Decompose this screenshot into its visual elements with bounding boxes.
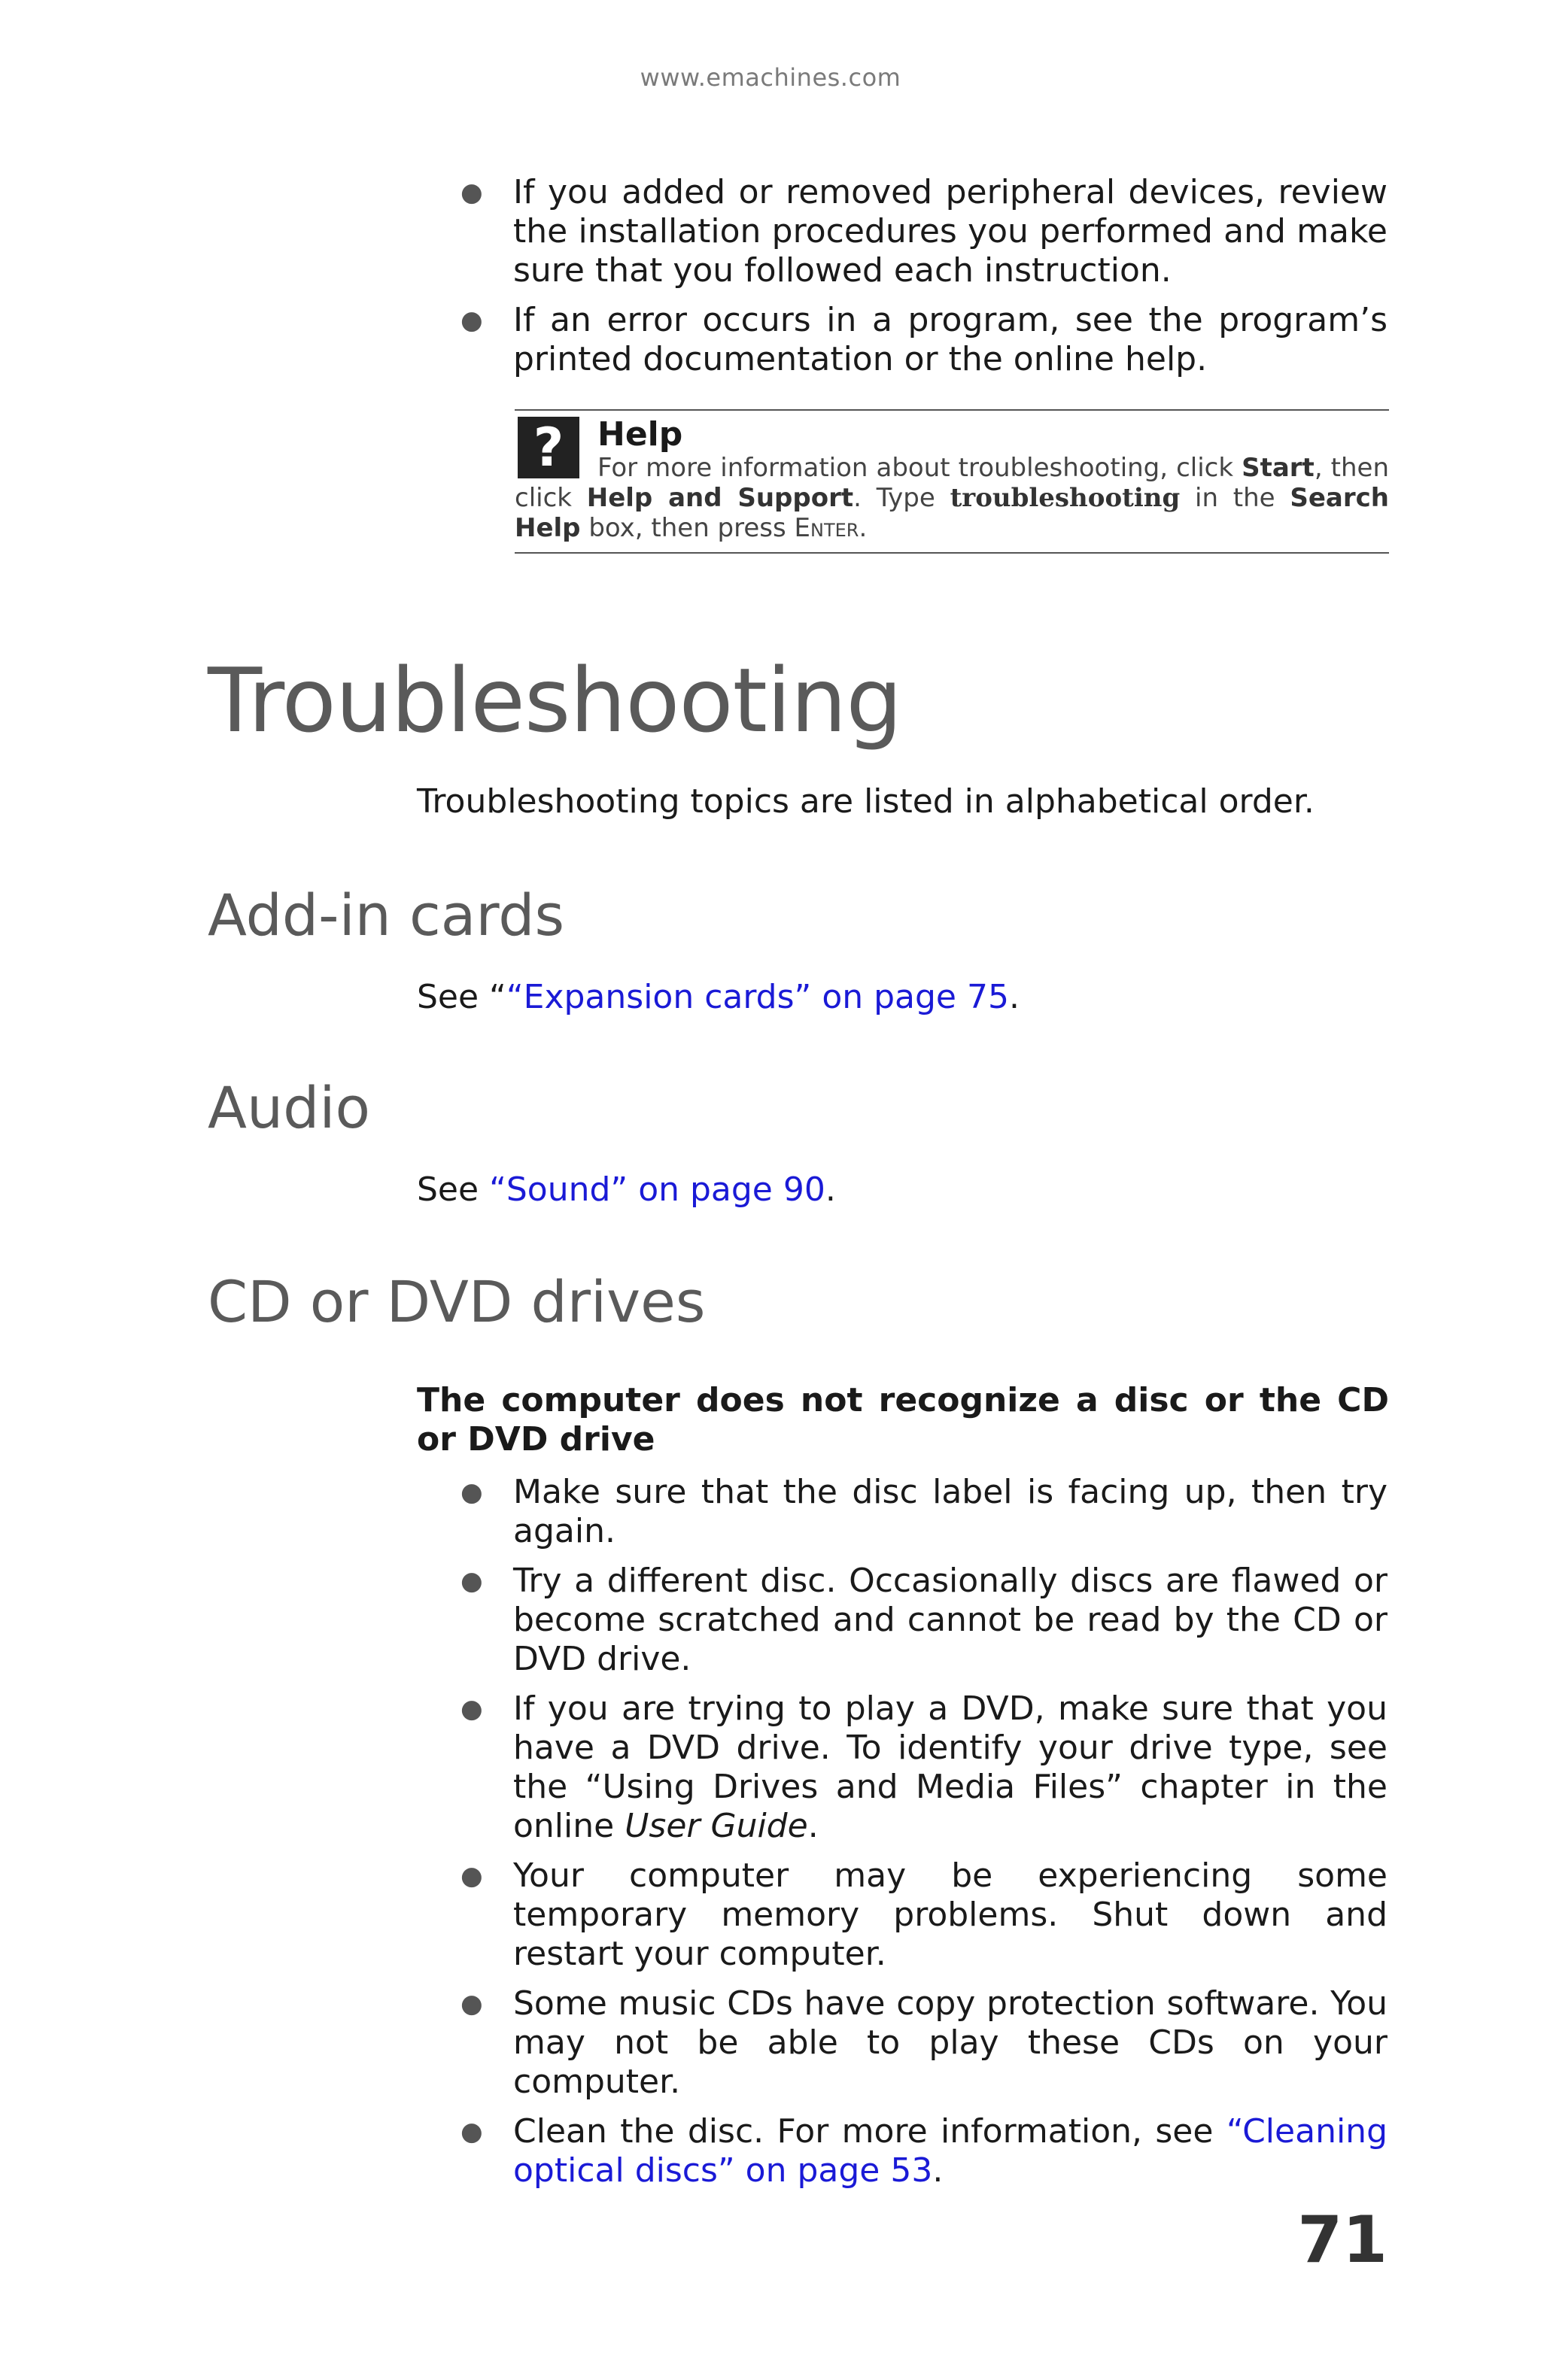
list-item	[460, 1856, 1388, 1974]
help-text: For more information about troubleshooting, click Start, then click Help and Support. Type troubleshooting in the Search Help box, then press Enter.	[515, 453, 1389, 543]
list-item	[460, 1984, 1388, 2102]
cd-dvd-bullet-list	[460, 1473, 1388, 2201]
enter-key: Enter	[794, 513, 859, 543]
bullet-icon: ●	[460, 305, 483, 335]
bullet-icon: ●	[460, 1861, 483, 1891]
intro-bullet-list	[460, 173, 1388, 390]
cleaning-optical-discs-link[interactable]: “Cleaning optical discs” on page 53	[513, 2112, 1388, 2190]
addin-see-line: See ““Expansion cards” on page 75.	[417, 978, 1020, 1016]
expansion-cards-link[interactable]: “Expansion cards” on page 75	[506, 978, 1009, 1016]
help-title: Help	[597, 415, 683, 454]
bullet-icon: ●	[460, 1989, 483, 2019]
section-heading-addin: Add-in cards	[208, 882, 565, 949]
intro-text: Troubleshooting topics are listed in alphabetical order.	[417, 782, 1315, 821]
audio-see-line: See “Sound” on page 90.	[417, 1170, 836, 1209]
section-heading-audio: Audio	[208, 1074, 371, 1141]
help-support-term: Help and Support	[586, 483, 854, 513]
list-item-text: Your computer may be experiencing some temporary memory problems. Shut down and restart your computer.	[513, 1856, 1388, 1973]
search-help-term: Search Help	[515, 483, 1389, 543]
help-callout	[515, 409, 1389, 554]
list-item-text: If you added or removed peripheral devices, review the installation procedures you performed and make sure that you followed each instruction.	[513, 173, 1388, 290]
bullet-icon: ●	[460, 178, 483, 208]
header-url: www.emachines.com	[640, 63, 901, 92]
list-item: ● Clean the disc. For more information, see “Cleaning optical discs” on page 53.	[460, 2112, 1388, 2190]
list-item	[460, 1473, 1388, 1551]
help-question-icon: ?	[518, 417, 579, 478]
start-term: Start	[1242, 453, 1315, 483]
list-item-text: Clean the disc. For more information, see	[513, 2112, 1226, 2151]
list-item-text: If you are trying to play a DVD, make sure that you have a DVD drive. To identify your drive type, see the “Using Drives and Media Files” chapter in the online	[513, 1689, 1388, 1845]
list-item: ● If you are trying to play a DVD, make sure that you have a DVD drive. To identify your drive type, see the “Using Drives and Media Files” chapter in the online User Guide.	[460, 1689, 1388, 1845]
bullet-icon: ●	[460, 1566, 483, 1596]
section-heading-cd-dvd: CD or DVD drives	[208, 1268, 706, 1335]
list-item-text: Some music CDs have copy protection software. You may not be able to play these CDs on your computer.	[513, 1984, 1388, 2101]
user-guide-title: User Guide	[625, 1807, 808, 1845]
bullet-icon: ●	[460, 1694, 483, 1724]
page-number: 71	[1297, 2202, 1388, 2278]
search-term: troubleshooting	[950, 483, 1181, 513]
sound-link[interactable]: “Sound” on page 90	[489, 1170, 825, 1209]
list-item	[460, 301, 1388, 379]
list-item	[460, 1562, 1388, 1679]
page-title: Troubleshooting	[208, 648, 902, 752]
list-item-text: If an error occurs in a program, see the program’s printed documentation or the online help.	[513, 301, 1388, 378]
cd-dvd-subheading: The computer does not recognize a disc or the CD or DVD drive	[417, 1381, 1389, 1459]
bullet-icon: ●	[460, 1477, 483, 1507]
list-item-text: Try a different disc. Occasionally discs are flawed or become scratched and cannot be read by the CD or DVD drive.	[513, 1562, 1388, 1678]
bullet-icon: ●	[460, 2117, 483, 2147]
list-item	[460, 173, 1388, 290]
list-item-text: Make sure that the disc label is facing up, then try again.	[513, 1473, 1388, 1550]
